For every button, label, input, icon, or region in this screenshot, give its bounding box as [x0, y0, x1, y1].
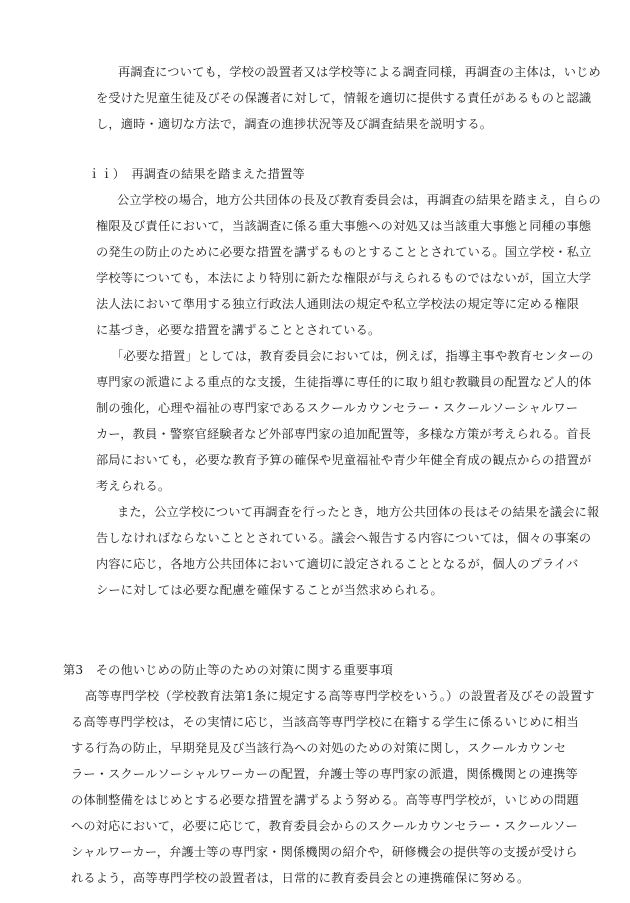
paragraph-line: の体制整備をはじめとする必要な措置を講ずるよう努める。高等専門学校が，いじめの問題	[71, 793, 579, 807]
paragraph-line: に基づき，必要な措置を講ずることとされている。	[96, 323, 381, 337]
paragraph-line: する行為の防止，早期発見及び当該行為への対処のための対策に関し，スクールカウンセ	[71, 741, 567, 755]
paragraph-line: 権限及び責任において，当該調査に係る重大事態への対処又は当該重大事態と同種の事態	[96, 219, 592, 233]
paragraph-line: 考えられる。	[96, 479, 171, 493]
paragraph-line: 「必要な措置」としては，教育委員会においては，例えば，指導主事や教育センターの	[111, 349, 594, 363]
paragraph-line: 専門家の派遣による重点的な支援，生徒指導に専任的に取り組む教職員の配置など人的体	[96, 375, 592, 389]
paragraph-line: 高等専門学校（学校教育法第1条に規定する高等専門学校をいう。）の設置者及びその設置す	[85, 689, 595, 703]
paragraph-line: る高等専門学校は，その実情に応じ，当該高等専門学校に在籍する学生に係るいじめに相当	[71, 715, 579, 729]
paragraph-line: ラー・スクールソーシャルワーカーの配置，弁護士等の専門家の派遣，関係機関との連携等	[71, 767, 578, 781]
paragraph-line: 内容に応じ，各地方公共団体において適切に設定されることとなるが，個人のプライバ	[96, 557, 579, 571]
paragraph-line: への対応において，必要に応じて，教育委員会からのスクールカウンセラー・スクールソー	[71, 819, 578, 833]
paragraph-line: 再調査についても，学校の設置者又は学校等による調査同様，再調査の主体は，いじめ	[118, 65, 601, 79]
paragraph-line: を受けた児童生徒及びその保護者に対して，情報を適切に提供する責任があるものと認識	[96, 91, 592, 105]
paragraph-line: 学校等についても，本法により特別に新たな権限が与えられるものではないが，国立大学	[96, 271, 592, 285]
paragraph-line: し，適時・適切な方法で，調査の進捗状況等及び調査結果を説明する。	[96, 117, 493, 131]
paragraph-line: の発生の防止のために必要な措置を講ずるものとすることとされている。国立学校・私立	[96, 245, 592, 259]
subheading: ｉｉ） 再調査の結果を踏まえた措置等	[88, 167, 305, 181]
paragraph-line: 制の強化，心理や福祉の専門家であるスクールカウンセラー・スクールソーシャルワー	[96, 401, 579, 415]
paragraph-line: シャルワーカー，弁護士等の専門家・関係機関の紹介や，研修機会の提供等の支援が受けら	[71, 845, 578, 859]
paragraph-line: れるよう，高等専門学校の設置者は，日常的に教育委員会との連携確保に努める。	[71, 871, 530, 885]
paragraph-line: 公立学校の場合，地方公共団体の長及び教育委員会は，再調査の結果を踏まえ，自らの	[117, 193, 601, 207]
paragraph-line: また，公立学校について再調査を行ったとき，地方公共団体の長はその結果を議会に報	[117, 505, 600, 519]
paragraph-line: シーに対しては必要な配慮を確保することが当然求められる。	[96, 583, 443, 597]
paragraph-line: 告しなければならないこととされている。議会へ報告する内容については，個々の事案の	[96, 531, 592, 545]
paragraph-line: カー，教員・警察官経験者など外部専門家の追加配置等，多様な方策が考えられる。首長	[96, 427, 592, 441]
section-heading: 第3 その他いじめの防止等のための対策に関する重要事項	[63, 663, 394, 677]
paragraph-line: 部局においても，必要な教育予算の確保や児童福祉や青少年健全育成の観点からの措置が	[96, 453, 592, 467]
paragraph-line: 法人法において準用する独立行政法人通則法の規定や私立学校法の規定等に定める権限	[96, 297, 580, 311]
